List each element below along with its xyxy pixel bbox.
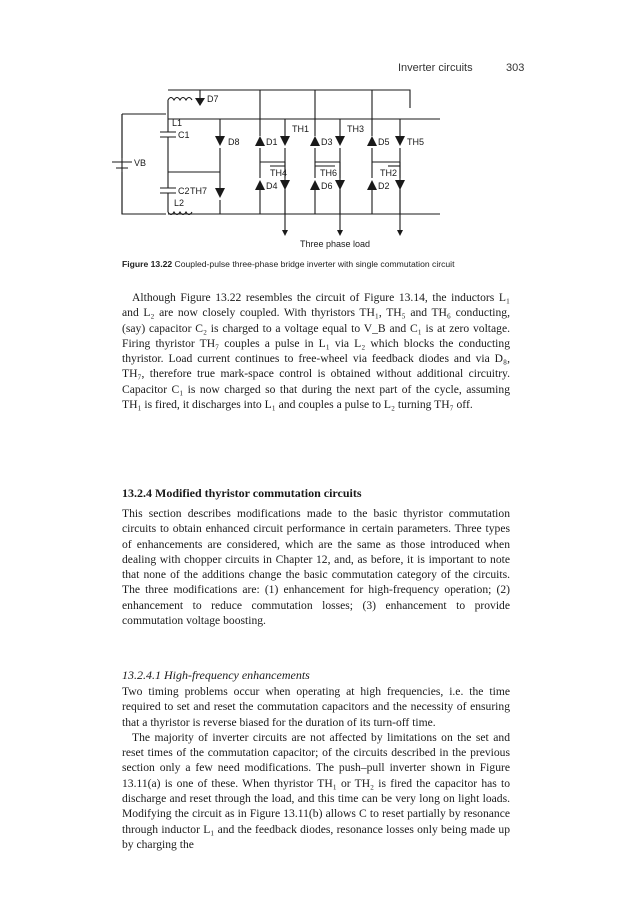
paragraph-3-block [122, 684, 510, 852]
load-arrow-1 [282, 230, 288, 236]
thyristor-th1 [280, 136, 290, 146]
label-l2: L2 [174, 198, 185, 208]
label-d8: D8 [228, 137, 240, 147]
caption-text: Coupled-pulse three-phase bridge inverter with single commutation circuit [174, 259, 455, 269]
paragraph-2: This section describes modifications made to the basic thyristor commutation circuits to obtain enhanced circuit performance in certain parameters. Three types of enhancements are considered, which are the same as those introduced when dealing with chopper circuits in Chapter 12, and, as before, it is important to note that none of the additions change the basic commutation category of the circuits. The three modifications are: (1) enhancement for high-frequency operation; (2) enhancement to reduce commutation losses; (3) enhancement to provide commutation voltage boosting. [122, 507, 510, 628]
subsection-heading: 13.2.4.1 High-frequency enhancements [122, 668, 310, 682]
label-l1: L1 [172, 118, 183, 128]
label-th5: TH5 [407, 137, 425, 147]
diode-d8 [215, 136, 225, 146]
diode-d5 [367, 136, 377, 146]
thyristor-th2 [395, 180, 405, 190]
label-d5: D5 [378, 137, 390, 147]
page-number: 303 [506, 62, 525, 74]
label-d2: D2 [378, 181, 390, 191]
load-arrow-2 [337, 230, 343, 236]
thyristor-th5 [395, 136, 405, 146]
caption-number: Figure 13.22 [122, 259, 173, 269]
label-load: Three phase load [300, 239, 371, 249]
section-heading: 13.2.4 Modified thyristor commutation circuits [122, 486, 362, 500]
label-d1: D1 [266, 137, 278, 147]
label-th4: TH4 [270, 168, 288, 178]
label-d3: D3 [321, 137, 333, 147]
paragraph-1-block [122, 290, 510, 412]
diode-d2 [367, 180, 377, 190]
paragraph-3: Two timing problems occur when operating at high frequencies, i.e. the time required to set and reset the commutation capacitors and the necessity of ensuring that a thyristor is reverse biased for the duration of its turn-off time. [122, 685, 510, 729]
label-c2: C2 [178, 186, 190, 196]
thyristor-th3 [335, 136, 345, 146]
diode-th7 [215, 188, 225, 198]
label-th1: TH1 [292, 124, 310, 134]
diode-d7 [195, 98, 205, 106]
thyristor-th4 [280, 180, 290, 190]
load-arrow-3 [397, 230, 403, 236]
diode-d4 [255, 180, 265, 190]
label-d4: D4 [266, 181, 278, 191]
label-c1: C1 [178, 130, 190, 140]
paragraph-1: Although Figure 13.22 resembles the circuit of Figure 13.14, the inductors L₁ and L₂ are now closely coupled. With thyristors TH₁, TH₅ and TH₆ conducting, (say) capacitor C₂ is charged to a voltage equal to V_B and C₁ is at zero voltage. Firing thyristor TH₇ couples a pulse in L₁ via L₂ which blocks the conducting thyristor. Load current continues to free-wheel via feedback diodes and via D₈, TH₇, therefore true mark-space control is obtained without additional circuitry. Capacitor C₁ is now charged so that during the next part of the cycle, assuming TH₁ is fired, it discharges into L₁ and couples a pulse to L₂ turning TH₇ off. [122, 291, 510, 412]
diode-d6 [310, 180, 320, 190]
diode-d1 [255, 136, 265, 146]
label-d6: D6 [321, 181, 333, 191]
paragraph-4: The majority of inverter circuits are not affected by limitations on the set and reset times of the commutation capacitor; of the circuits described in the previous section only a few need modifications. The push–pull inverter shown in Figure 13.11(a) is one of these. When thyristor TH₁ or TH₂ is fired the capacitor has to discharge and reset through the load, and this time can be very long on light loads. Modifying the circuit as in Figure 13.11(b) allows C to reset partially by resonance through inductor L₁ and the feedback diodes, resonance losses only being made up by charging the [122, 730, 510, 851]
running-title: Inverter circuits [398, 62, 473, 74]
paragraph-2-block [122, 506, 510, 628]
label-vb: VB [134, 158, 147, 168]
label-th7: TH7 [190, 186, 208, 196]
thyristor-th6 [335, 180, 345, 190]
label-d7: D7 [207, 94, 219, 104]
figure-caption [122, 259, 522, 269]
label-th6: TH6 [320, 168, 338, 178]
label-th2: TH2 [380, 168, 398, 178]
circuit-diagram [110, 82, 530, 252]
diode-d3 [310, 136, 320, 146]
label-th3: TH3 [347, 124, 365, 134]
